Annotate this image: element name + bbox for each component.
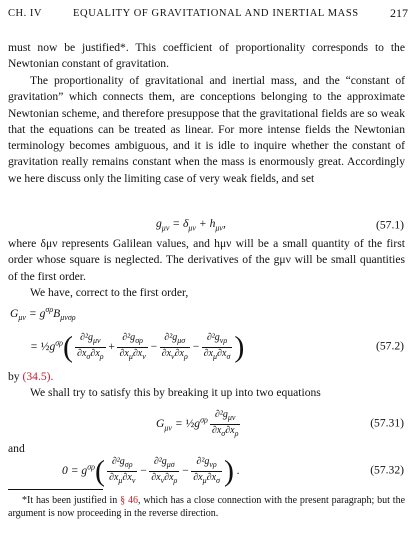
footnote-text-before: *It has been justified in [22,495,118,506]
footnote-rule [8,489,103,490]
equation-number: (57.2) [375,339,404,353]
equation-57-1 [8,215,408,235]
paragraph-2: The proportionality of gravitational and inertial mass, and the “constant of gravitation” which connects them, are conceptions belonging to the approximate Newtonian scheme, and therefore presuppose that the gravitational fields are so weak that the equations can be treated as linear. For more intense fields the Newtonian terminology becomes ambiguous, and it is idle to inquire whether the constant of gravitation really remains constant when the mass is enormously great. Accordingly we here discuss only the limiting case of very weak fields, and set [8,74,405,185]
equation-57-2 [8,326,408,366]
by-text: by [8,370,20,383]
equation-57-31 [8,403,408,443]
equation-57-32-body: $0 = g^{\sigma\rho}$( $\frac{\partial^2g_{\sigma\rho}}{\partial x_\mu\partial x_\nu}$ − $\frac{\partial^2g_{\mu\sigma}}{\partial x_\nu\partial x_\rho}$ − $\frac{\partial^2g_{\nu\rho}}{\partial x_\mu\partial x_\sigma}$ ) . [62,454,240,488]
equation-number: (57.1) [375,218,404,232]
footnote [8,494,405,520]
section-citation-link[interactable]: § 46 [120,495,138,506]
paragraph-3: where δμν represents Galilean values, and hμν will be a small quantity of the first order whose square is neglected. The derivatives of the gμν will be small quantities of the first order. [8,237,405,283]
running-title: EQUALITY OF GRAVITATIONAL AND INERTIAL MASS [73,8,359,19]
footnote-text-after: , which has a close connection with the present paragraph; but the argument is now proceeding in the reverse direction. [8,495,406,519]
by-line [8,369,405,385]
equation-57-1-body: $g_{\mu\nu} = \delta_{\mu\nu} + h_{\mu\nu}$, [156,217,226,233]
paragraph-1: must now be justified*. This coefficient of proportionality corresponds to the Newtonian constant of gravitation. [8,41,405,71]
equation-57-31-body: $G_{\mu\nu}$ = $\frac{1}{2}g^{\sigma\rho}$ $\frac{\partial^2g_{\mu\nu}}{\partial x_\sigma\partial x_\rho}$ [156,409,239,438]
paragraph-5: We shall try to satisfy this by breaking it up into two equations [30,386,321,399]
chapter-label: CH. IV [8,8,42,19]
paragraph-4: We have, correct to the first order, [30,286,189,299]
page-number: 217 [390,6,408,20]
equation-number: (57.32) [370,463,404,477]
and-text: and [8,442,25,455]
equation-57-2a-body: $G_{\mu\nu} = g^{\sigma\rho}B_{\mu\nu\sigma\rho}$ [10,305,76,323]
equation-57-32 [8,452,408,488]
equation-57-2-body: = $\frac{1}{2}g^{\sigma\rho}$( $\frac{\partial^2g_{\mu\nu}}{\partial x_\sigma\partial x_\rho}$ + $\frac{\partial^2g_{\sigma\rho}}{\partial x_\mu\partial x_\nu}$ − $\frac{\partial^2g_{\mu\sigma}}{\partial x_\nu\partial x_\rho}$ − $\frac{\partial^2g_{\nu\rho}}{\partial x_\mu\partial x_\sigma}$ ) [30,330,245,364]
equation-57-2a [8,303,408,323]
running-header [8,7,408,21]
equation-citation-link[interactable]: (34.5). [22,370,54,383]
equation-number: (57.31) [370,416,404,430]
